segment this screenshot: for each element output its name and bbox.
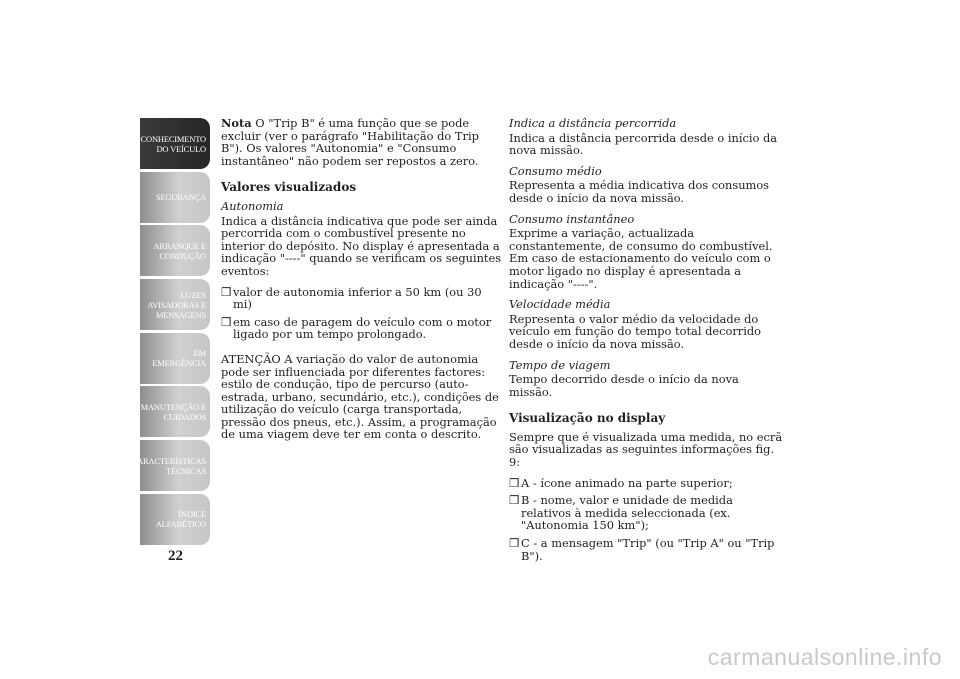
list-item-text: A - ícone animado na parte superior; xyxy=(521,475,733,490)
list-item-text: valor de autonomia inferior a 50 km (ou 30 mi) xyxy=(233,284,482,312)
note-paragraph xyxy=(221,117,503,167)
velocidade-media-text: Representa o valor médio da velocidade do veículo em função do tempo total decorrido desde o início da nova missão. xyxy=(509,311,762,351)
display-intro: Sempre que é visualizada uma medida, no ecrã são visualizadas as seguintes informações fig. 9: xyxy=(509,429,783,470)
tab-luzes-avisadoras[interactable]: LUZES AVISADORAS E MENSAGENS xyxy=(140,279,210,330)
subheading-velocidade-media: Velocidade média xyxy=(509,297,611,312)
autonomy-text: Indica a distância indicativa que pode ser ainda percorrida com o combustível presente no interior do depósito. No display é apresentada a indicação "----" quando se verificam os seguintes eventos: xyxy=(221,213,502,278)
tab-indice-alfabetico[interactable]: ÍNDICE ALFABÉTICO xyxy=(140,494,210,545)
list-item xyxy=(509,494,784,532)
note-text: O "Trip B" é uma função que se pode excluir (ver o parágrafo "Habilitação do Trip B"). Os valores "Autonomia" e "Consumo instantâneo" não podem ser repostos a zero. xyxy=(221,116,479,168)
tab-conhecimento-do-veiculo[interactable]: CONHECIMENTO DO VEÍCULO xyxy=(140,118,210,169)
subheading-autonomia: Autonomia xyxy=(221,198,284,213)
tab-manutencao-e-cuidados[interactable]: MANUTENÇÃO E CUIDADOS xyxy=(140,386,210,437)
tab-em-emergencia[interactable]: EM EMERGÊNCIA xyxy=(140,333,210,384)
distancia-text: Indica a distância percorrida desde o início da nova missão. xyxy=(509,130,778,158)
watermark: carmanualsonline.info xyxy=(707,644,942,670)
tab-caracteristicas-tecnicas[interactable]: CARACTERÍSTICAS TÉCNICAS xyxy=(140,440,210,491)
list-item-text: B - nome, valor e unidade de medida relativos à medida seleccionada (ex. "Autonomia 150 km"); xyxy=(521,493,733,533)
list-item xyxy=(221,286,503,311)
checkbox-square-icon: ❒ xyxy=(509,493,520,508)
list-item xyxy=(509,477,784,490)
right-column xyxy=(509,117,784,567)
tab-seguranca[interactable]: SEGURANÇA xyxy=(140,172,210,223)
chapter-sidebar xyxy=(131,118,210,548)
subheading-tempo-de-viagem: Tempo de viagem xyxy=(509,357,611,372)
checkbox-square-icon: ❒ xyxy=(509,475,520,490)
note-label: Nota xyxy=(221,116,252,130)
checkbox-square-icon: ❒ xyxy=(221,314,232,329)
section-heading-valores: Valores visualizados xyxy=(221,180,357,195)
tab-arranque-e-conducao[interactable]: ARRANQUE E CONDUÇÃO xyxy=(140,225,210,276)
list-item-text: em caso de paragem do veículo com o motor ligado por um tempo prolongado. xyxy=(233,314,492,342)
consumo-instantaneo-text: Exprime a variação, actualizada constantemente, de consumo do combustível. Em caso de estacionamento do veículo com o motor ligado no display é apresentada a indicação "----". xyxy=(509,226,773,291)
left-column xyxy=(221,117,503,449)
checkbox-square-icon: ❒ xyxy=(509,536,520,551)
attention-paragraph: ATENÇÃO A variação do valor de autonomia pode ser influenciada por diferentes factores: estilo de condução, tipo de percurso (auto-estrada, urbano, secundário, etc.), condições de utilização do veículo (carga transportada, pressão dos pneus, etc.). Assim, a programação de uma viagem deve ter em conta o descrito. xyxy=(221,351,499,442)
subheading-consumo-instantaneo: Consumo instantâneo xyxy=(509,211,635,226)
list-item-text: C - a mensagem "Trip" (ou "Trip A" ou "Trip B"). xyxy=(521,536,775,563)
subheading-consumo-medio: Consumo médio xyxy=(509,163,602,178)
list-item xyxy=(221,316,503,341)
page-number: 22 xyxy=(168,548,183,564)
subheading-distancia: Indica a distância percorrida xyxy=(509,116,677,130)
consumo-medio-text: Representa a média indicativa dos consumos desde o início da nova missão. xyxy=(509,178,770,205)
section-heading-display: Visualização no display xyxy=(509,411,666,426)
list-item xyxy=(509,537,784,562)
checkbox-square-icon: ❒ xyxy=(221,284,232,299)
tempo-de-viagem-text: Tempo decorrido desde o início da nova missão. xyxy=(509,372,739,399)
